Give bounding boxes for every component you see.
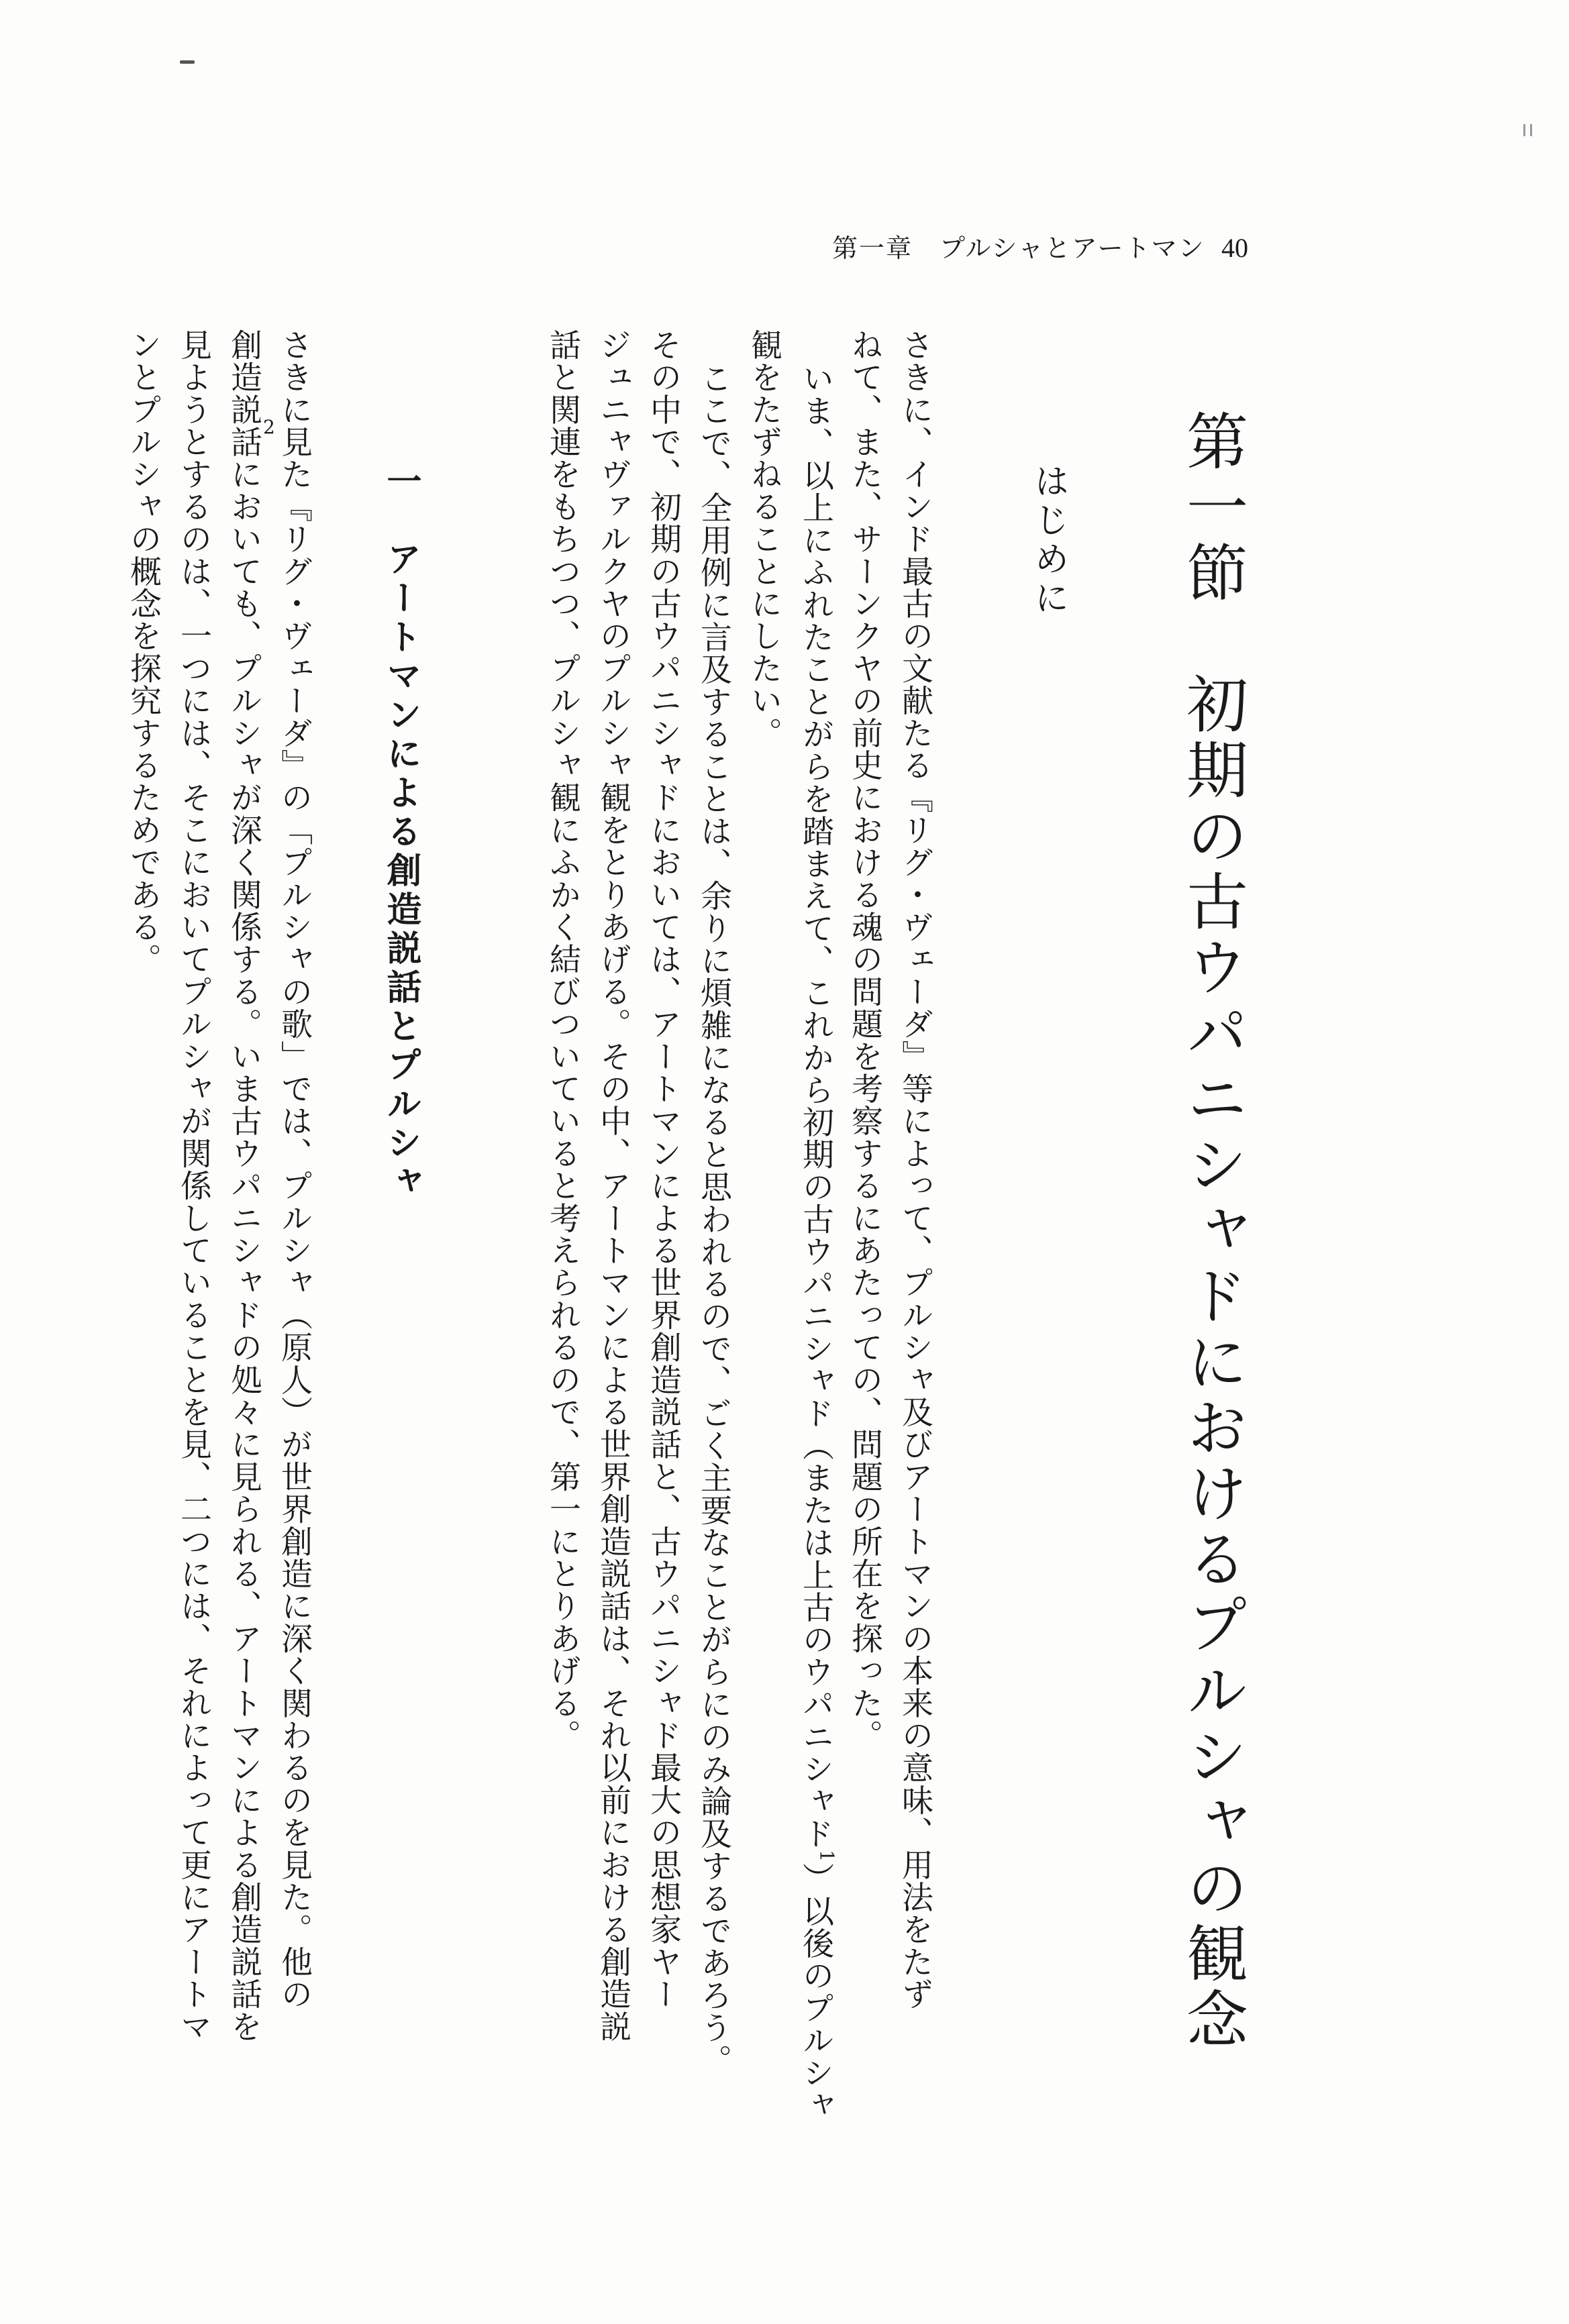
intro-line-4: 観をたずねることにしたい。 <box>746 329 782 749</box>
intro-line-5: ここで、全用例に言及することは、余りに煩雑になると思われるので、ごく主要なことがらにのみ論及するであろう。 <box>695 362 732 2076</box>
section-title: 第一節 初期の古ウパニシャドにおけるプルシャの観念 <box>1176 409 1248 2053</box>
sub-line-4: ンとプルシャの概念を探究するためである。 <box>125 329 162 975</box>
intro-line-1: さきに、インド最古の文献たる『リグ・ヴェーダ』等によって、プルシャ及びアートマンの本来の意味、用法をたず <box>897 329 933 2011</box>
intro-line-2: ねて、また、サーンクヤの前史における魂の問題を考察するにあたっての、問題の所在を探った。 <box>846 329 883 1752</box>
intro-line-3-suffix: ）以後のプルシャ <box>797 1862 834 2121</box>
sub-line-2-text: 創造説話においても、プルシャが深く関係する。いま古ウパニシャドの処々に見られる、アートマンによる創造説話を <box>225 329 262 2043</box>
intro-heading: はじめに <box>1028 463 1068 619</box>
subsection-heading: 一 アートマンによる創造説話とプルシャ <box>381 463 421 1202</box>
sub-line-3: 見ようとするのは、一つには、そこにおいてプルシャが関係していることを見、二つには、それによって更にアートマ <box>175 329 212 2043</box>
intro-line-6: その中で、初期の古ウパニシャドにおいては、アートマンによる世界創造説話と、古ウパニシャド最大の思想家ヤー <box>645 329 682 2011</box>
note-ref-1: 1 <box>815 1850 838 1863</box>
intro-line-8: 話と関連をもちつつ、プルシャ観にふかく結びついていると考えられるので、第一にとりあげる。 <box>544 329 581 1752</box>
sub-line-2 <box>225 329 262 2043</box>
note-ref-2: 2 <box>263 416 275 438</box>
intro-line-3-text: いま、以上にふれたことがらを踏まえて、これから初期の古ウパニシャド（または上古のウパニシャド <box>797 362 834 1850</box>
running-header <box>832 228 1288 268</box>
chapter-title: 第一章 プルシャとアートマン <box>832 233 1205 263</box>
sub-line-1: さきに見た『リグ・ヴェーダ』の「プルシャの歌」では、プルシャ（原人）が世界創造に深く関わるのを見た。他の <box>276 329 313 2011</box>
stray-ink-mark <box>180 60 195 64</box>
corner-registration-marks <box>1523 124 1541 136</box>
intro-line-7: ジュニャヴァルクヤのプルシャ観をとりあげる。その中、アートマンによる世界創造説話は、それ以前における創造説 <box>595 329 631 2043</box>
intro-line-3 <box>797 362 838 2121</box>
page-number: 40 <box>1221 233 1248 263</box>
